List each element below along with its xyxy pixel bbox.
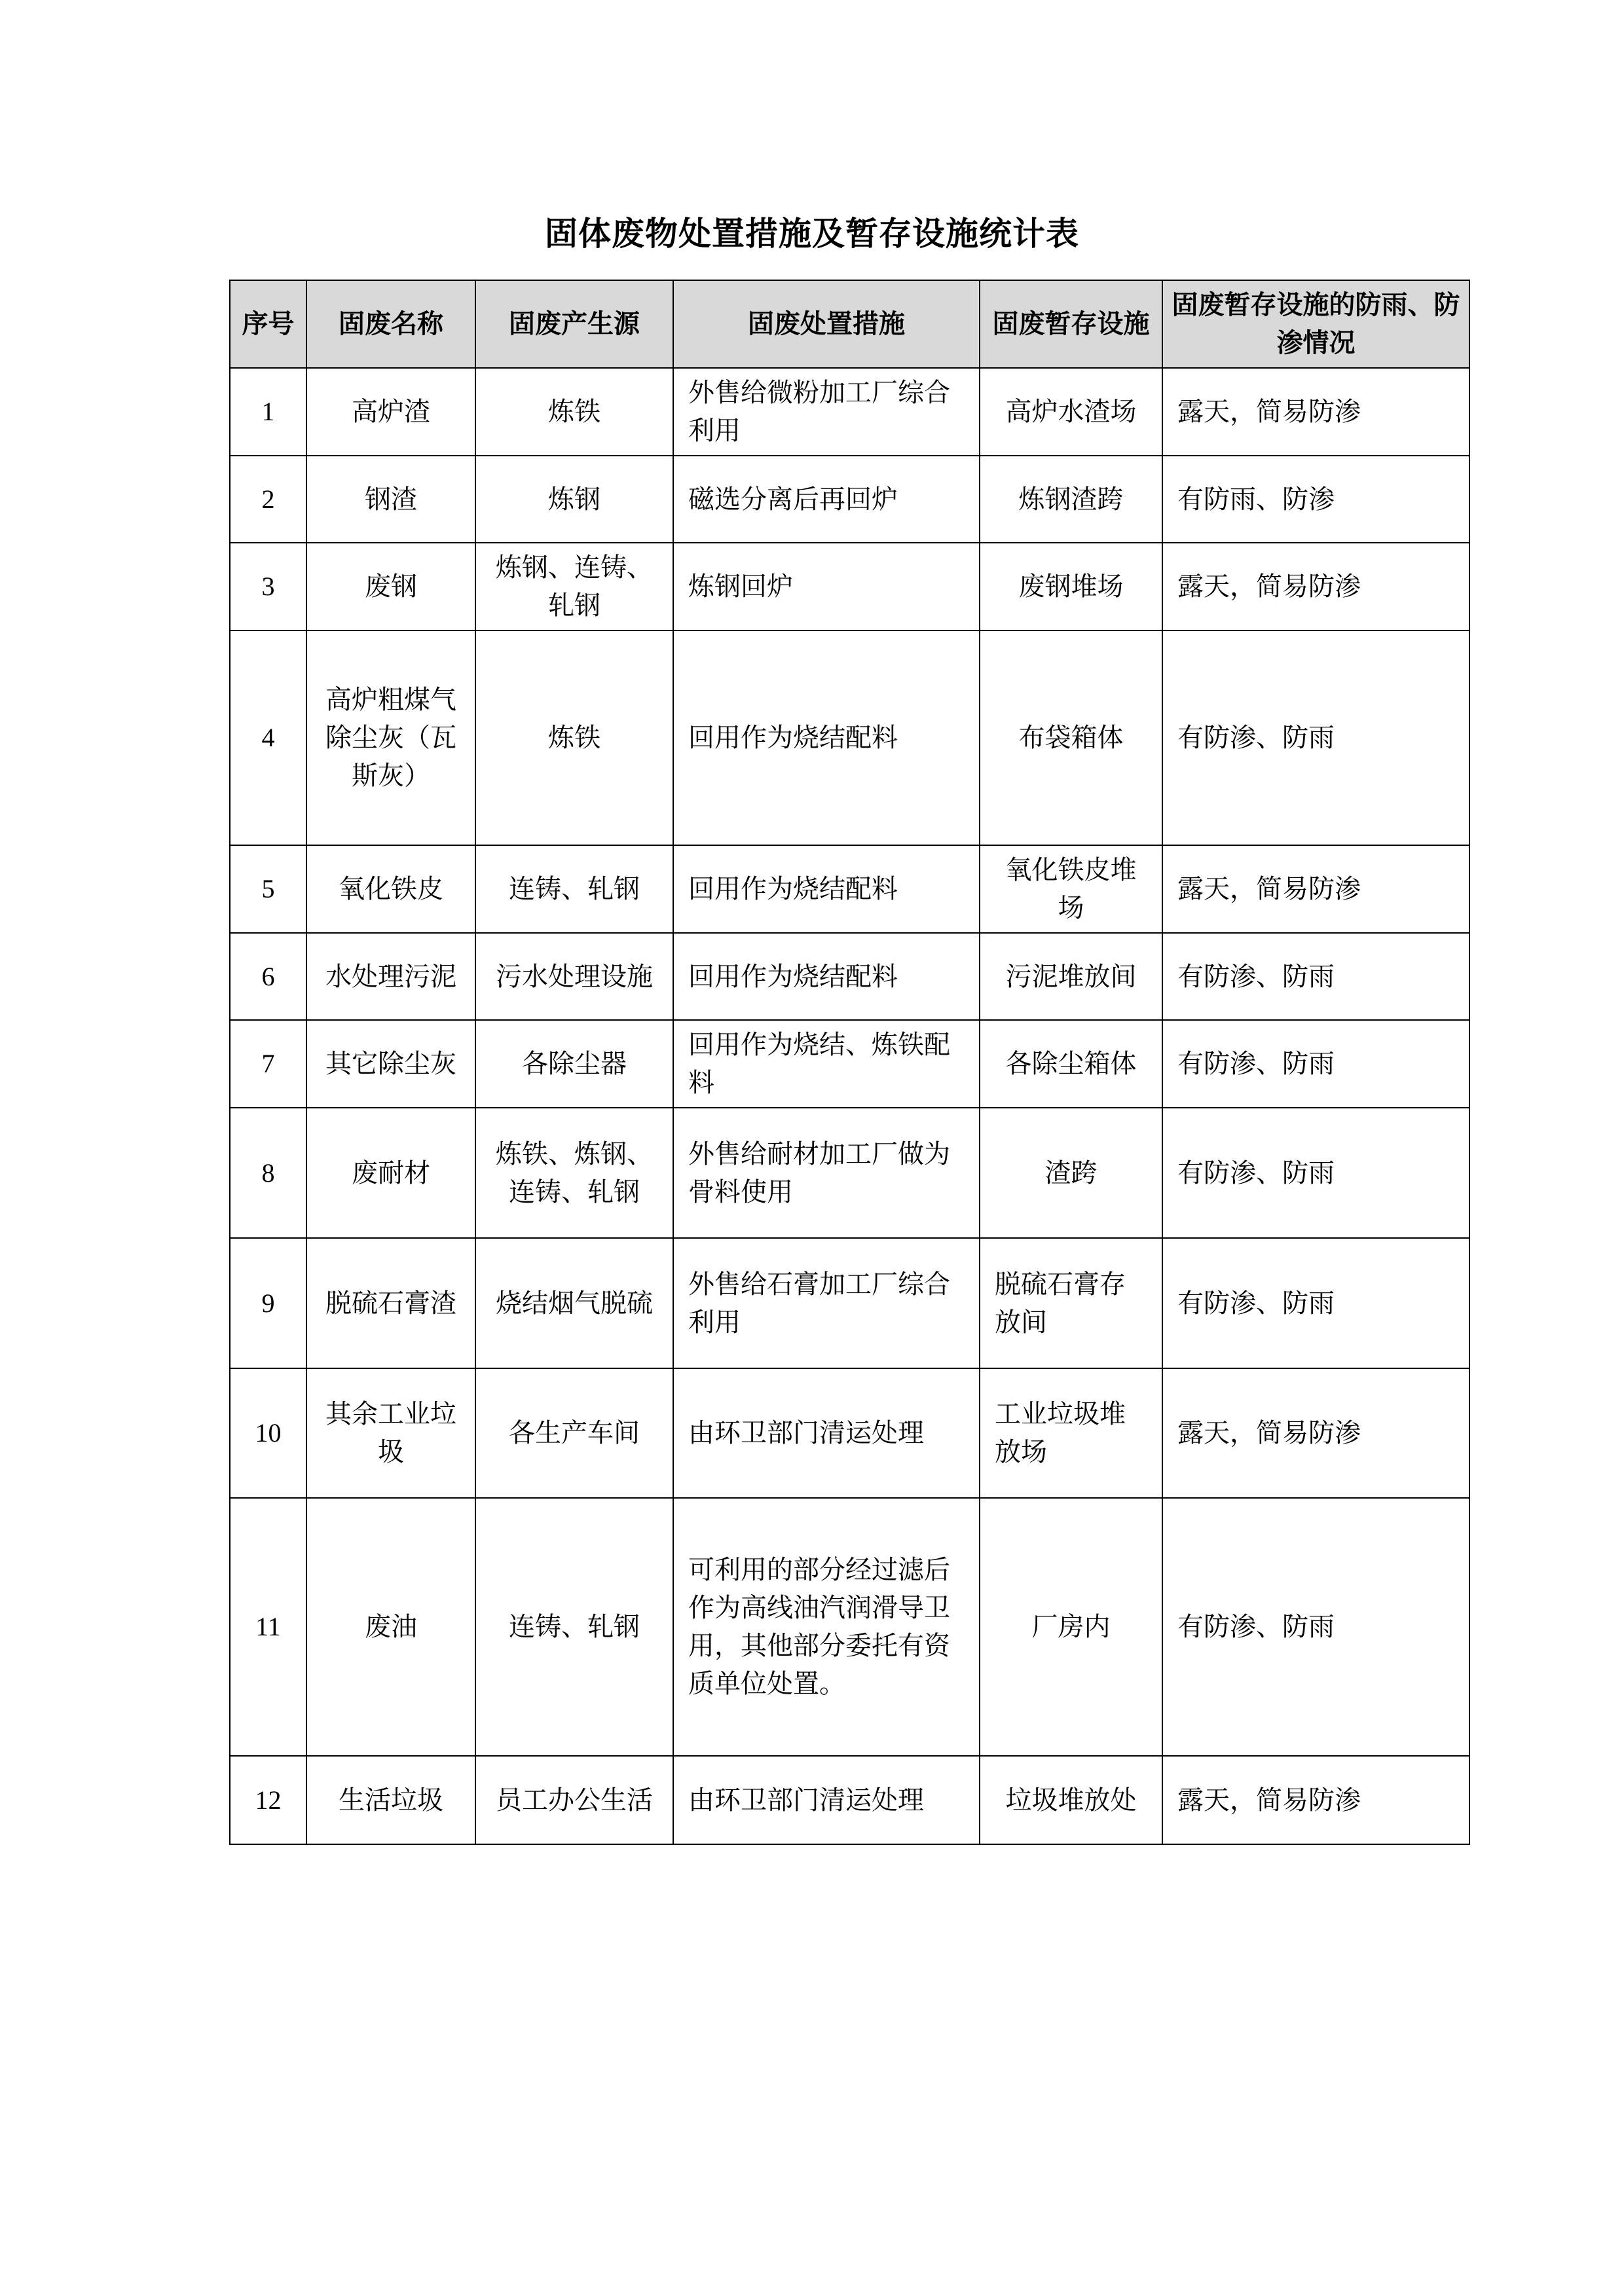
cell-disposal-measure: 外售给石膏加工厂综合利用 bbox=[673, 1238, 980, 1368]
header-waste-name: 固废名称 bbox=[306, 280, 475, 368]
cell-serial: 7 bbox=[230, 1020, 306, 1108]
cell-waste-name: 其它除尘灰 bbox=[306, 1020, 475, 1108]
cell-protection-status: 有防渗、防雨 bbox=[1162, 1020, 1469, 1108]
cell-waste-source: 烧结烟气脱硫 bbox=[475, 1238, 673, 1368]
cell-protection-status: 露天，简易防渗 bbox=[1162, 845, 1469, 933]
waste-statistics-table bbox=[229, 280, 1470, 1845]
cell-serial: 11 bbox=[230, 1498, 306, 1756]
cell-disposal-measure: 由环卫部门清运处理 bbox=[673, 1368, 980, 1498]
cell-waste-source: 炼铁 bbox=[475, 630, 673, 845]
cell-storage-facility: 脱硫石膏存放间 bbox=[980, 1238, 1162, 1368]
cell-storage-facility: 氧化铁皮堆场 bbox=[980, 845, 1162, 933]
cell-waste-name: 氧化铁皮 bbox=[306, 845, 475, 933]
cell-protection-status: 露天，简易防渗 bbox=[1162, 368, 1469, 456]
cell-storage-facility: 各除尘箱体 bbox=[980, 1020, 1162, 1108]
cell-waste-source: 连铸、轧钢 bbox=[475, 1498, 673, 1756]
cell-serial: 12 bbox=[230, 1756, 306, 1844]
cell-waste-source: 炼铁、炼钢、连铸、轧钢 bbox=[475, 1108, 673, 1238]
table-row bbox=[230, 845, 1469, 933]
table-row bbox=[230, 630, 1469, 845]
cell-waste-source: 炼钢、连铸、轧钢 bbox=[475, 543, 673, 630]
cell-storage-facility: 垃圾堆放处 bbox=[980, 1756, 1162, 1844]
cell-storage-facility: 污泥堆放间 bbox=[980, 933, 1162, 1020]
cell-storage-facility: 渣跨 bbox=[980, 1108, 1162, 1238]
cell-waste-name: 脱硫石膏渣 bbox=[306, 1238, 475, 1368]
table-row bbox=[230, 1020, 1469, 1108]
page-title: 固体废物处置措施及暂存设施统计表 bbox=[545, 215, 1079, 253]
cell-serial: 1 bbox=[230, 368, 306, 456]
cell-protection-status: 有防渗、防雨 bbox=[1162, 1238, 1469, 1368]
cell-waste-source: 各除尘器 bbox=[475, 1020, 673, 1108]
table-row bbox=[230, 1108, 1469, 1238]
cell-waste-name: 高炉粗煤气除尘灰（瓦斯灰） bbox=[306, 630, 475, 845]
table-row bbox=[230, 1238, 1469, 1368]
header-serial: 序号 bbox=[230, 280, 306, 368]
cell-disposal-measure: 可利用的部分经过滤后作为高线油汽润滑导卫用，其他部分委托有资质单位处置。 bbox=[673, 1498, 980, 1756]
cell-waste-name: 废钢 bbox=[306, 543, 475, 630]
header-storage-facility: 固废暂存设施 bbox=[980, 280, 1162, 368]
cell-waste-source: 员工办公生活 bbox=[475, 1756, 673, 1844]
cell-protection-status: 有防渗、防雨 bbox=[1162, 1498, 1469, 1756]
cell-serial: 6 bbox=[230, 933, 306, 1020]
header-protection-status: 固废暂存设施的防雨、防渗情况 bbox=[1162, 280, 1469, 368]
cell-waste-source: 连铸、轧钢 bbox=[475, 845, 673, 933]
header-waste-source: 固废产生源 bbox=[475, 280, 673, 368]
cell-waste-name: 高炉渣 bbox=[306, 368, 475, 456]
header-disposal-measure: 固废处置措施 bbox=[673, 280, 980, 368]
table-row bbox=[230, 456, 1469, 543]
cell-protection-status: 有防雨、防渗 bbox=[1162, 456, 1469, 543]
cell-protection-status: 有防渗、防雨 bbox=[1162, 1108, 1469, 1238]
table-row bbox=[230, 368, 1469, 456]
cell-waste-name: 钢渣 bbox=[306, 456, 475, 543]
cell-waste-source: 炼钢 bbox=[475, 456, 673, 543]
cell-disposal-measure: 回用作为烧结配料 bbox=[673, 845, 980, 933]
cell-storage-facility: 厂房内 bbox=[980, 1498, 1162, 1756]
table-row bbox=[230, 933, 1469, 1020]
cell-serial: 4 bbox=[230, 630, 306, 845]
cell-serial: 8 bbox=[230, 1108, 306, 1238]
cell-storage-facility: 炼钢渣跨 bbox=[980, 456, 1162, 543]
cell-protection-status: 露天，简易防渗 bbox=[1162, 1756, 1469, 1844]
table-row bbox=[230, 1368, 1469, 1498]
cell-serial: 5 bbox=[230, 845, 306, 933]
cell-disposal-measure: 磁选分离后再回炉 bbox=[673, 456, 980, 543]
cell-serial: 3 bbox=[230, 543, 306, 630]
cell-serial: 2 bbox=[230, 456, 306, 543]
table-row bbox=[230, 1756, 1469, 1844]
cell-protection-status: 有防渗、防雨 bbox=[1162, 630, 1469, 845]
cell-protection-status: 露天，简易防渗 bbox=[1162, 1368, 1469, 1498]
cell-disposal-measure: 炼钢回炉 bbox=[673, 543, 980, 630]
cell-serial: 9 bbox=[230, 1238, 306, 1368]
cell-disposal-measure: 由环卫部门清运处理 bbox=[673, 1756, 980, 1844]
cell-waste-name: 废油 bbox=[306, 1498, 475, 1756]
cell-waste-name: 其余工业垃圾 bbox=[306, 1368, 475, 1498]
table-row bbox=[230, 1498, 1469, 1756]
cell-storage-facility: 高炉水渣场 bbox=[980, 368, 1162, 456]
cell-waste-source: 污水处理设施 bbox=[475, 933, 673, 1020]
cell-waste-name: 生活垃圾 bbox=[306, 1756, 475, 1844]
cell-waste-name: 废耐材 bbox=[306, 1108, 475, 1238]
cell-storage-facility: 废钢堆场 bbox=[980, 543, 1162, 630]
cell-protection-status: 有防渗、防雨 bbox=[1162, 933, 1469, 1020]
cell-disposal-measure: 回用作为烧结配料 bbox=[673, 933, 980, 1020]
cell-disposal-measure: 回用作为烧结配料 bbox=[673, 630, 980, 845]
cell-storage-facility: 工业垃圾堆放场 bbox=[980, 1368, 1162, 1498]
table-row bbox=[230, 543, 1469, 630]
table-header-row bbox=[230, 280, 1469, 368]
cell-waste-source: 各生产车间 bbox=[475, 1368, 673, 1498]
cell-disposal-measure: 外售给微粉加工厂综合利用 bbox=[673, 368, 980, 456]
cell-storage-facility: 布袋箱体 bbox=[980, 630, 1162, 845]
cell-serial: 10 bbox=[230, 1368, 306, 1498]
cell-disposal-measure: 回用作为烧结、炼铁配料 bbox=[673, 1020, 980, 1108]
cell-waste-source: 炼铁 bbox=[475, 368, 673, 456]
cell-waste-name: 水处理污泥 bbox=[306, 933, 475, 1020]
cell-disposal-measure: 外售给耐材加工厂做为骨料使用 bbox=[673, 1108, 980, 1238]
cell-protection-status: 露天，简易防渗 bbox=[1162, 543, 1469, 630]
